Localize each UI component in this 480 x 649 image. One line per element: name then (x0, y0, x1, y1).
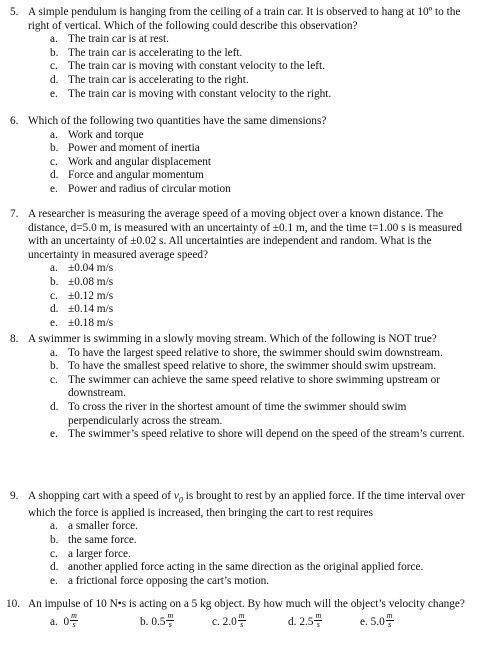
unit-denominator: s (388, 619, 392, 629)
option-text: the same force. (68, 534, 137, 547)
question-text: Which of the following two quantities have the same dimensions? (28, 115, 327, 127)
option-value: 0.5 (151, 615, 166, 628)
option-item[interactable] (10, 142, 472, 156)
option-item[interactable] (10, 169, 472, 183)
option-item[interactable] (10, 156, 472, 170)
option-text: a larger force. (68, 547, 131, 560)
option-letter: a. (50, 33, 58, 46)
unit-fraction (70, 612, 78, 629)
option-letter: d. (50, 303, 59, 316)
option-text: Power and moment of inertia (68, 142, 200, 155)
option-item[interactable] (10, 534, 472, 548)
option-letter: b. (50, 46, 59, 59)
option-item[interactable] (10, 60, 472, 74)
option-text: a frictional force opposing the cart’s motion. (68, 574, 270, 587)
option-letter: a. (50, 128, 58, 141)
option-letter: e. (360, 615, 368, 628)
option-value: 0 (63, 615, 70, 628)
option-value: 5.0 (370, 615, 385, 628)
velocity-symbol: v (173, 490, 179, 502)
option-letter: e. (50, 182, 58, 195)
question-text-start: A shopping cart with a speed of (28, 490, 174, 502)
option-letter: a. (50, 346, 58, 359)
option-letter: c. (212, 615, 220, 628)
option-letter: e. (50, 316, 58, 329)
option-item[interactable] (288, 610, 322, 630)
option-item[interactable] (10, 303, 472, 317)
option-item[interactable] (10, 347, 472, 361)
question-text: A researcher is measuring the average speed of a moving object over a known distance. The distance, d=5.0 m, is measured with an uncertainty of ±0.1 m, and the time t=1.00 s is measured with an uncertainty of ±0.02 s. All uncertainties are independent and random. What is the uncertainty in measured average speed? (28, 208, 463, 261)
unit-numerator: m (315, 610, 322, 620)
question-number: 7. (10, 208, 19, 220)
option-letter: b. (50, 142, 59, 155)
option-item[interactable] (10, 401, 472, 428)
option-letter: d. (50, 73, 59, 86)
question-text: A swimmer is swimming in a slowly moving stream. Which of the following is NOT true? (28, 333, 437, 345)
option-item[interactable] (10, 428, 472, 442)
option-letter: c. (50, 547, 58, 560)
option-text: The swimmer can achieve the same speed relative to shore swimming upstream or downstream. (68, 373, 441, 400)
unit-fraction (314, 612, 322, 629)
velocity-subscript: 0 (178, 495, 183, 505)
option-item[interactable] (10, 290, 472, 304)
question-text: An impulse of 10 N•s is acting on a 5 kg object. By how much will the object’s velocity change? (28, 598, 465, 610)
unit-denominator: s (316, 619, 320, 629)
question-number: 5. (10, 6, 19, 18)
question-number: 9. (10, 490, 19, 502)
option-letter: c. (50, 155, 58, 168)
option-letter: c. (50, 289, 58, 302)
option-letter: e. (50, 574, 58, 587)
unit-fraction (386, 612, 394, 629)
option-letter: d. (50, 169, 59, 182)
option-item[interactable] (10, 129, 472, 143)
option-text: Work and angular displacement (68, 155, 212, 168)
option-list (10, 262, 472, 330)
option-list (10, 347, 472, 442)
option-text: ±0.04 m/s (68, 262, 114, 275)
question-stem (10, 333, 472, 347)
option-item[interactable] (10, 183, 472, 197)
option-text: The swimmer’s speed relative to shore will depend on the speed of the stream’s current. (68, 428, 465, 441)
option-item[interactable] (10, 374, 472, 401)
option-row (10, 612, 472, 636)
option-value: 2.0 (222, 615, 237, 628)
option-letter: c. (50, 60, 58, 73)
option-item[interactable] (10, 575, 472, 589)
option-letter: a. (50, 262, 58, 275)
option-item[interactable] (10, 561, 472, 575)
option-letter: d. (50, 400, 59, 413)
option-item[interactable] (140, 610, 174, 630)
question-number: 10. (6, 598, 21, 610)
question-number: 8. (10, 333, 19, 345)
question-9 (10, 490, 472, 588)
unit-numerator: m (167, 610, 174, 620)
option-item[interactable] (10, 47, 472, 61)
option-text: a smaller force. (68, 520, 138, 533)
option-value: 2.5 (299, 615, 314, 628)
option-letter: b. (50, 360, 59, 373)
option-text: ±0.14 m/s (68, 303, 114, 316)
option-list (10, 520, 472, 588)
unit-numerator: m (238, 610, 245, 620)
option-list (10, 129, 472, 197)
option-item[interactable] (10, 360, 472, 374)
unit-denominator: s (72, 619, 76, 629)
option-item[interactable] (10, 276, 472, 290)
option-text: ±0.18 m/s (68, 316, 114, 329)
question-stem (10, 208, 472, 262)
option-text: Power and radius of circular motion (68, 182, 231, 195)
option-letter: b. (50, 534, 59, 547)
option-letter: c. (50, 373, 58, 386)
question-number: 6. (10, 115, 19, 127)
option-text: To cross the river in the shortest amount of time the swimmer should swim perpendicularly across the stream. (68, 400, 407, 427)
unit-fraction (166, 612, 174, 629)
option-text: The train car is moving with constant velocity to the right. (68, 87, 332, 100)
question-8 (10, 333, 472, 442)
question-stem (10, 115, 472, 129)
question-10 (6, 598, 472, 636)
option-item[interactable] (212, 610, 246, 630)
option-text: To have the smallest speed relative to shore, the swimmer should swim upstream. (68, 360, 437, 373)
question-text (28, 490, 472, 520)
option-list (10, 33, 472, 101)
unit-denominator: s (240, 619, 244, 629)
option-letter: e. (50, 428, 58, 441)
question-7 (10, 208, 472, 330)
question-stem (6, 598, 472, 612)
option-item[interactable] (10, 88, 472, 102)
option-item[interactable] (10, 262, 472, 276)
option-item[interactable] (360, 610, 394, 630)
question-stem (10, 490, 472, 520)
option-text: The train car is accelerating to the right. (68, 73, 249, 86)
option-item[interactable] (10, 317, 472, 331)
unit-denominator: s (168, 619, 172, 629)
option-letter: d. (288, 615, 297, 628)
option-text: another applied force acting in the same direction as the original applied force. (68, 561, 424, 574)
option-text: ±0.12 m/s (68, 289, 114, 302)
option-item[interactable] (10, 520, 472, 534)
option-letter: a. (50, 615, 58, 628)
question-6 (10, 115, 472, 197)
option-letter: b. (140, 615, 149, 628)
option-item[interactable] (50, 610, 78, 630)
option-text: The train car is accelerating to the left. (68, 46, 243, 59)
question-text-end: is brought to rest by an applied force. If the time interval over which the force is applied is increased, then bringing the cart to rest requires (28, 490, 465, 519)
question-text: A simple pendulum is hanging from the ceiling of a train car. It is observed to hang at 10º to the right of vertical. Which of the following could describe this observation? (28, 6, 461, 32)
question-5 (10, 6, 472, 101)
option-text: The train car is at rest. (68, 33, 169, 46)
question-stem (10, 6, 472, 33)
option-letter: a. (50, 520, 58, 533)
option-text: ±0.08 m/s (68, 275, 114, 288)
option-text: To have the largest speed relative to shore, the swimmer should swim downstream. (68, 346, 443, 359)
option-letter: e. (50, 87, 58, 100)
option-item[interactable] (10, 74, 472, 88)
option-item[interactable] (10, 33, 472, 47)
option-text: Work and torque (68, 128, 144, 141)
option-item[interactable] (10, 548, 472, 562)
option-text: The train car is moving with constant velocity to the left. (68, 60, 325, 73)
unit-numerator: m (386, 610, 393, 620)
unit-fraction (238, 612, 246, 629)
option-text: Force and angular momentum (68, 169, 204, 182)
option-letter: d. (50, 561, 59, 574)
unit-numerator: m (71, 610, 77, 620)
option-letter: b. (50, 275, 59, 288)
